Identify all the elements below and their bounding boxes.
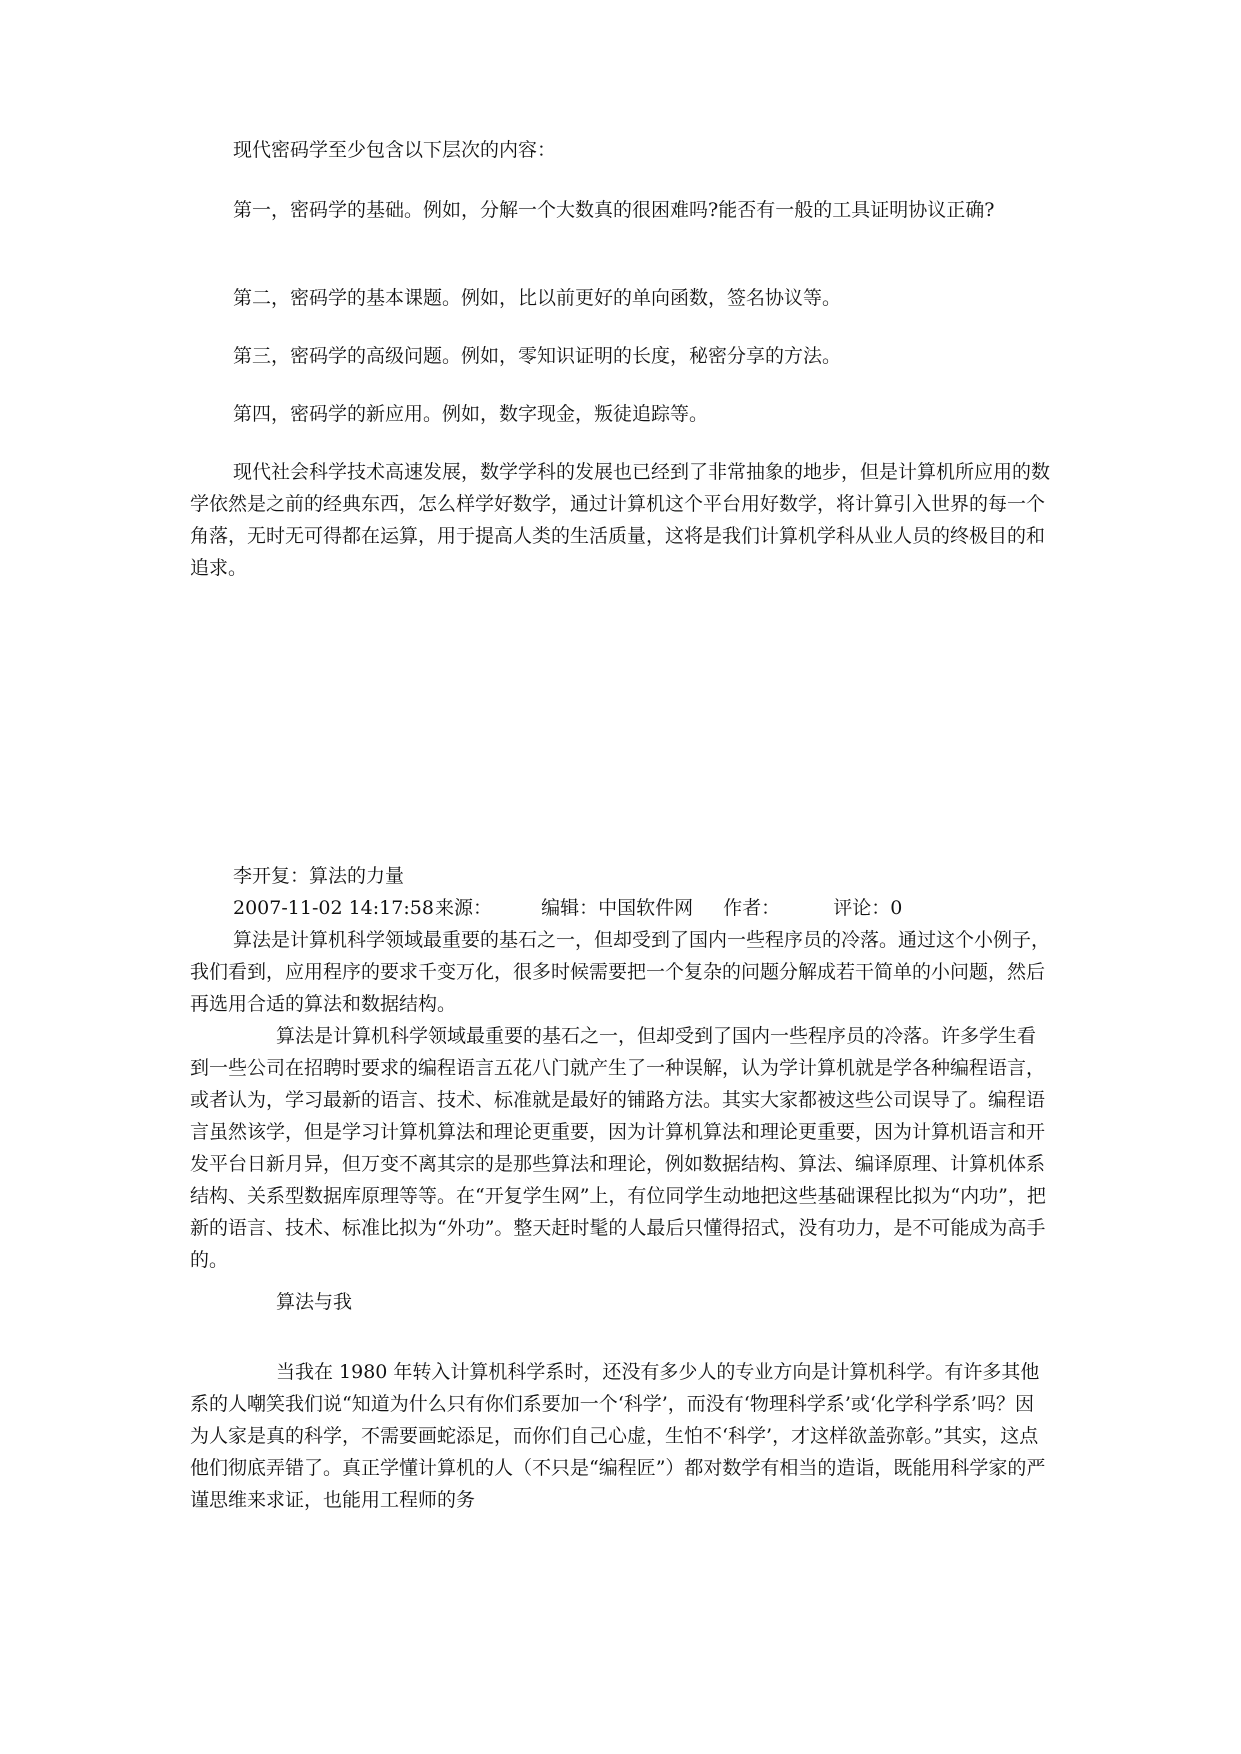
article-source: 来源： — [435, 897, 493, 919]
article-paragraph-1: 算法是计算机科学领域最重要的基石之一，但却受到了国内一些程序员的冷落。通过这个小例子，我们看到，应用程序的要求千变万化，很多时候需要把一个复杂的问题分解成若干简单的小问题，然后再选用合适的算法和数据结构。 — [190, 929, 1051, 1015]
article-meta — [233, 892, 902, 924]
article-datetime: 2007-11-02 14:17:58 — [233, 897, 434, 919]
article-title: 李开复：算法的力量 — [233, 865, 405, 887]
article-editor: 编辑：中国软件网 — [541, 897, 694, 919]
article-paragraph-2: 算法是计算机科学领域最重要的基石之一，但却受到了国内一些程序员的冷落。许多学生看到一些公司在招聘时要求的编程语言五花八门就产生了一种误解，认为学计算机就是学各种编程语言，或者认为，学习最新的语言、技术、标准就是最好的铺路方法。其实大家都被这些公司误导了。编程语言虽然该学，但是学习计算机算法和理论更重要，因为计算机算法和理论更重要，因为计算机语言和开发平台日新月异，但万变不离其宗的是那些算法和理论，例如数据结构、算法、编译原理、计算机体系结构、关系型数据库原理等等。在“开复学生网”上，有位同学生动地把这些基础课程比拟为“内功”，把新的语言、技术、标准比拟为“外功”。整天赶时髦的人最后只懂得招式，没有功力，是不可能成为高手的。 — [190, 1025, 1046, 1271]
crypto-item-2: 第二，密码学的基本课题。例如，比以前更好的单向函数，签名协议等。 — [233, 287, 842, 309]
crypto-item-3: 第三，密码学的高级问题。例如，零知识证明的长度，秘密分享的方法。 — [233, 345, 842, 367]
crypto-item-1: 第一，密码学的基础。例如，分解一个大数真的很困难吗?能否有一般的工具证明协议正确? — [233, 199, 995, 221]
article-author: 作者： — [723, 897, 781, 919]
article-comments: 评论：0 — [833, 897, 903, 919]
crypto-item-4: 第四，密码学的新应用。例如，数字现金，叛徒追踪等。 — [233, 403, 709, 425]
crypto-intro: 现代密码学至少包含以下层次的内容： — [233, 139, 557, 161]
article-paragraph-3: 当我在 1980 年转入计算机科学系时，还没有多少人的专业方向是计算机科学。有许多其他系的人嘲笑我们说“知道为什么只有你们系要加一个‘科学’，而没有‘物理科学系’或‘化学科学系’吗？因为人家是真的科学，不需要画蛇添足，而你们自己心虚，生怕不‘科学’，才这样欲盖弥彰。”其实，这点他们彻底弄错了。真正学懂计算机的人（不只是“编程匠”）都对数学有相当的造诣，既能用科学家的严谨思维来求证，也能用工程师的务 — [190, 1361, 1046, 1511]
crypto-conclusion: 现代社会科学技术高速发展，数学学科的发展也已经到了非常抽象的地步，但是计算机所应用的数学依然是之前的经典东西，怎么样学好数学，通过计算机这个平台用好数学，将计算引入世界的每一个角落，无时无可得都在运算，用于提高人类的生活质量，这将是我们计算机学科从业人员的终极目的和追求。 — [190, 461, 1051, 579]
section-title: 算法与我 — [276, 1291, 353, 1313]
